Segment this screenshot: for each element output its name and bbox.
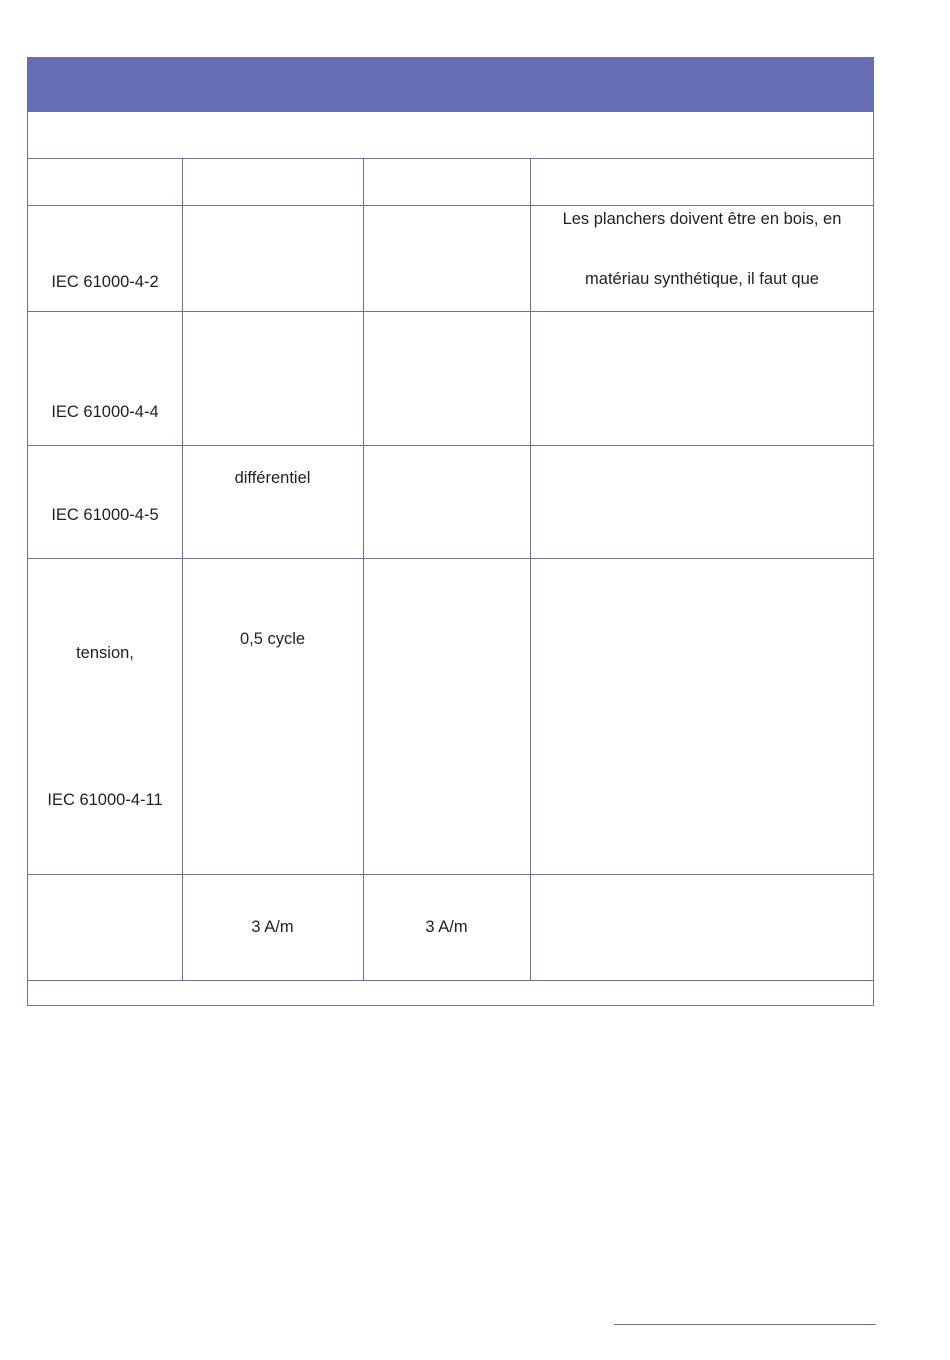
test-standard-label: IEC 61000-4-11 — [47, 791, 163, 809]
row-divider — [28, 445, 873, 446]
row-divider — [28, 874, 873, 875]
footer-rule — [614, 1324, 876, 1325]
test-standard-label: IEC 61000-4-4 — [51, 403, 159, 421]
guidance-text: matériau synthétique, il faut que — [585, 270, 819, 288]
test-standard-label: IEC 61000-4-5 — [51, 506, 159, 524]
row-divider — [28, 158, 873, 159]
compliance-level-value: 3 A/m — [425, 918, 468, 936]
test-level-text: différentiel — [234, 469, 311, 487]
row-divider — [28, 980, 873, 981]
column-divider — [182, 158, 183, 980]
test-level-text: 0,5 cycle — [239, 630, 306, 648]
test-standard-label: IEC 61000-4-2 — [51, 273, 159, 291]
immunity-table — [27, 57, 874, 1006]
column-divider — [363, 158, 364, 980]
table-header-band — [28, 58, 873, 112]
phenomenon-text: tension, — [76, 644, 134, 662]
row-divider — [28, 311, 873, 312]
row-divider — [28, 558, 873, 559]
test-level-value: 3 A/m — [251, 918, 294, 936]
guidance-text: Les planchers doivent être en bois, en — [562, 210, 842, 228]
row-divider — [28, 205, 873, 206]
